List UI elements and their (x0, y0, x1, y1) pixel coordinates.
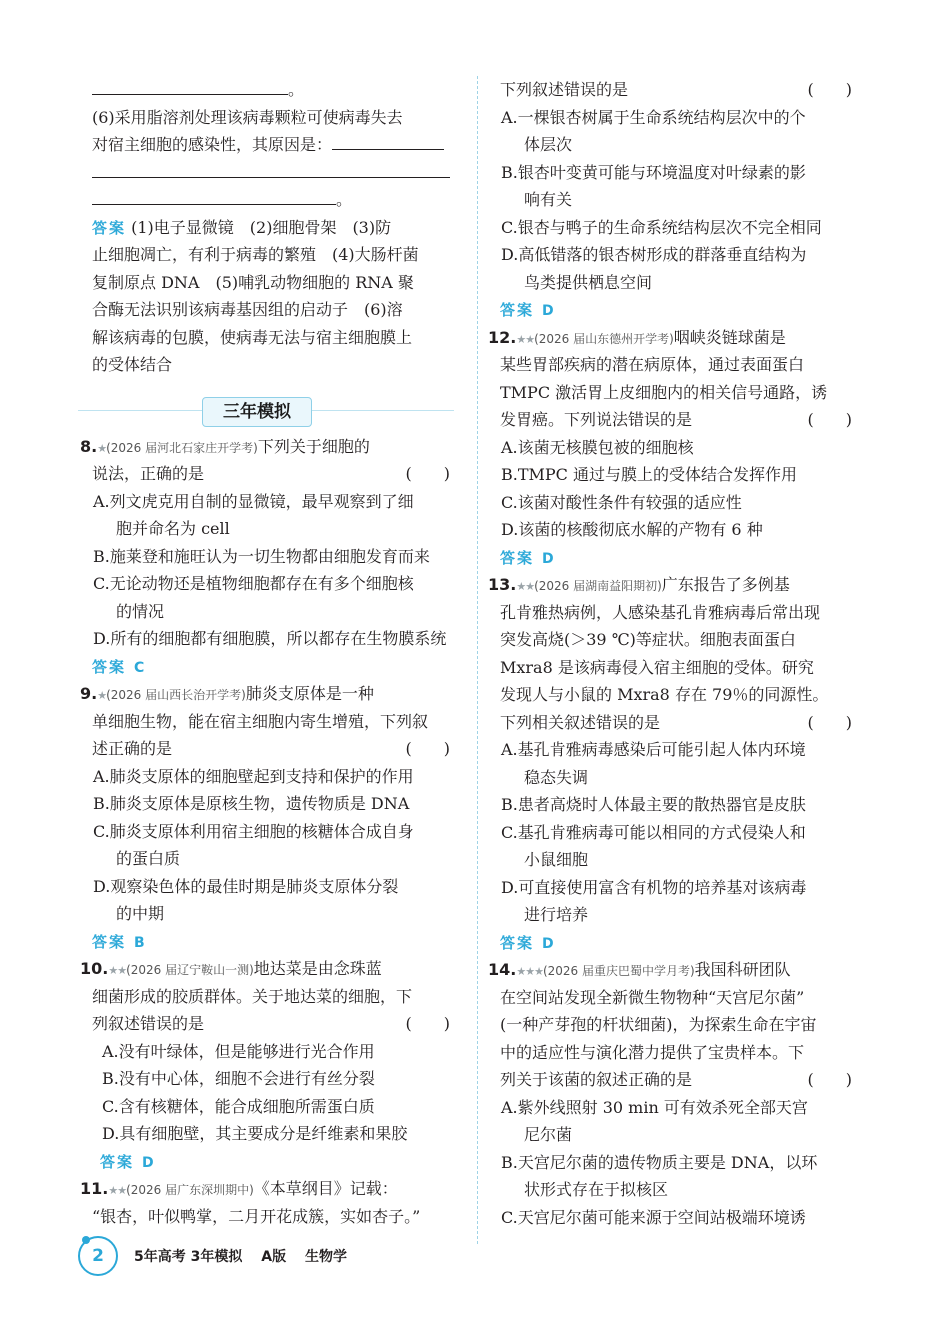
answer-label: 答案 (500, 548, 535, 567)
difficulty-star-icon: ★★ (108, 1184, 127, 1197)
question-source: (2026 届辽宁鞍山一测) (126, 963, 254, 977)
q7-text-line: 对宿主细胞的感染性，其原因是： (92, 131, 454, 159)
option-c: C.银杏与鸭子的生命系统结构层次不完全相同 (501, 217, 822, 237)
question-12-stem: 12.★★(2026 届山东德州开学考)咽峡炎链球菌是 (488, 327, 786, 347)
question-14-stem: 中的适应性与演化潜力提供了宝贵样本。下 (500, 1042, 805, 1062)
difficulty-star-icon: ★★ (108, 964, 127, 977)
footer-book-info (134, 1246, 361, 1266)
difficulty-star-icon: ★★★ (516, 965, 543, 978)
difficulty-star-icon: ★ (97, 689, 107, 702)
answer-paren: ( ) (807, 80, 852, 99)
option-c-cont: 的蛋白质 (116, 849, 181, 868)
option-d: D.观察染色体的最佳时期是肺炎支原体分裂 (93, 876, 399, 896)
question-number: 11. (80, 1179, 109, 1198)
question-9-stem: 单细胞生物，能在宿主细胞内寄生增殖，下列叙 (92, 711, 429, 731)
question-11-answer (500, 296, 856, 324)
question-source: (2026 届山西长治开学考) (106, 688, 246, 702)
q7-blank-line-2 (92, 159, 454, 187)
answer-value: D (542, 550, 554, 567)
answer-value: C (134, 659, 145, 676)
option-b: B.患者高烧时人体最主要的散热器官是皮肤 (501, 795, 806, 814)
answer-paren: ( ) (807, 1070, 852, 1089)
question-number: 14. (488, 960, 517, 979)
question-source: (2026 届湖南益阳期初) (534, 579, 662, 593)
option-b-cont: 响有关 (524, 190, 573, 209)
answer-value: B (134, 934, 145, 951)
answer-paren: ( ) (405, 739, 450, 758)
question-source: (2026 届河北石家庄开学考) (106, 440, 258, 455)
option-a-cont: 尼尔菌 (524, 1125, 573, 1144)
question-8-stem: 8.★(2026 届河北石家庄开学考)下列关于细胞的 (80, 436, 370, 456)
column-divider (477, 76, 478, 1244)
question-12-stem: 某些胃部疾病的潜在病原体，通过表面蛋白 (500, 355, 805, 374)
question-13-answer (500, 929, 856, 957)
question-10-stem: 10.★★(2026 届辽宁鞍山一测)地达菜是由念珠蓝 (80, 959, 382, 978)
question-number: 13. (488, 575, 517, 594)
question-13-stem: 下列相关叙述错误的是 ( ) (500, 709, 856, 737)
option-c: C.基孔肯雅病毒可能以相同的方式侵染人和 (501, 822, 806, 842)
option-b: B.银杏叶变黄可能与环境温度对叶绿素的影 (501, 162, 806, 182)
answer-value: D (142, 1154, 154, 1171)
option-c-cont: 的情况 (116, 601, 165, 621)
question-9-answer (92, 928, 454, 956)
option-b: B.施莱登和施旺认为一切生物都由细胞发育而来 (93, 546, 430, 566)
difficulty-star-icon: ★★ (516, 332, 535, 346)
option-c: C.肺炎支原体利用宿主细胞的核糖体合成自身 (93, 821, 414, 841)
question-number: 9. (80, 684, 98, 703)
answer-label: 答案 (100, 1152, 135, 1171)
q7-answer-line: 合酶无法识别该病毒基因组的启动子 (6)溶 (92, 300, 403, 319)
question-10-stem: 细菌形成的胶质群体。关于地达菜的细胞，下 (92, 986, 413, 1006)
question-11-stem: 下列叙述错误的是 ( ) (500, 76, 856, 104)
option-c: C.含有核糖体，能合成细胞所需蛋白质 (102, 1096, 375, 1116)
subject-label: 生物学 (304, 1249, 347, 1265)
question-10-stem: 列叙述错误的是 ( ) (92, 1010, 454, 1038)
option-a-cont: 体层次 (524, 135, 573, 154)
option-c: C.无论动物还是植物细胞都存在有多个细胞核 (93, 574, 414, 593)
question-10-answer (92, 1148, 454, 1176)
answer-blank (92, 76, 288, 95)
question-number: 12. (488, 327, 517, 347)
option-b: B.肺炎支原体是原核生物，遗传物质是 DNA (93, 794, 410, 813)
option-c: C.天宫尼尔菌可能来源于空间站极端环境诱 (501, 1207, 806, 1227)
q7-answer-line: 的受体结合 (92, 355, 173, 374)
question-14-stem: (一种产芽孢的杆状细菌)，为探索生命在宇宙 (500, 1015, 817, 1034)
q7-text-line: (6)采用脂溶剂处理该病毒颗粒可使病毒失去 (92, 107, 403, 127)
difficulty-star-icon: ★ (97, 441, 107, 455)
option-d: D.可直接使用富含有机物的培养基对该病毒 (501, 877, 807, 897)
question-13-stem: 突发高烧(＞39 ℃)等症状。细胞表面蛋白 (500, 630, 796, 649)
question-13-stem: 发现人与小鼠的 Mxra8 存在 79％的同源性。 (500, 685, 829, 704)
option-a: A.紫外线照射 30 min 可有效杀死全部天宫 (501, 1097, 808, 1117)
answer-blank (92, 186, 336, 205)
option-a: A.一棵银杏树属于生命系统结构层次中的个 (501, 107, 806, 127)
answer-value: D (542, 303, 554, 319)
q7-answer-line: 复制原点 DNA (5)哺乳动物细胞的 RNA 聚 (92, 272, 414, 292)
option-a: A.肺炎支原体的细胞壁起到支持和保护的作用 (93, 766, 414, 786)
question-13-stem: 13.★★(2026 届湖南益阳期初)广东报告了多例基 (488, 575, 790, 594)
page-number: 2 (78, 1236, 118, 1276)
section-header (78, 387, 454, 431)
option-a-cont: 稳态失调 (524, 767, 589, 787)
q7-answer: 答案 (1)电子显微镜 (2)细胞骨架 (3)防 (92, 217, 392, 237)
option-d-cont: 进行培养 (524, 905, 589, 924)
option-c: C.该菌对酸性条件有较强的适应性 (501, 492, 742, 512)
difficulty-star-icon: ★★ (516, 580, 535, 593)
answer-blank (92, 159, 450, 178)
option-a: A.基孔肯雅病毒感染后可能引起人体内环境 (501, 740, 806, 759)
question-9-stem: 9.★(2026 届山西长治开学考)肺炎支原体是一种 (80, 684, 374, 703)
answer-paren: ( ) (807, 712, 852, 732)
question-source: (2026 届广东深圳期中) (126, 1183, 254, 1197)
option-b-cont: 状形式存在于拟核区 (524, 1180, 669, 1199)
answer-label: 答案 (92, 932, 127, 951)
option-d: D.该菌的核酸彻底水解的产物有 6 种 (501, 520, 763, 539)
q7-answer-line: 解该病毒的包膜，使病毒无法与宿主细胞膜上 (92, 327, 413, 347)
q7-blank-line-1: 。 (92, 76, 454, 104)
question-source: (2026 届重庆巴蜀中学月考) (542, 964, 695, 978)
question-number: 8. (80, 436, 98, 456)
question-13-stem: 孔肯雅热病例，人感染基孔肯雅病毒后常出现 (500, 602, 821, 622)
question-12-stem: TMPC 激活胃上皮细胞内的相关信号通路，诱 (500, 382, 828, 402)
answer-paren: ( ) (405, 464, 450, 483)
option-b: B.TMPC 通过与膜上的受体结合发挥作用 (501, 465, 797, 484)
option-c-cont: 小鼠细胞 (524, 850, 589, 869)
page-footer (78, 1236, 578, 1278)
option-a: A.没有叶绿体，但是能够进行光合作用 (102, 1041, 375, 1061)
question-11-stem: 11.★★(2026 届广东深圳期中)《本草纲目》记载： (80, 1179, 398, 1198)
question-14-stem: 14.★★★(2026 届重庆巴蜀中学月考)我国科研团队 (488, 960, 791, 979)
question-number: 10. (80, 959, 109, 978)
answer-paren: ( ) (807, 410, 852, 429)
section-title: 三年模拟 (202, 397, 312, 427)
question-source: (2026 届山东德州开学考) (534, 331, 674, 346)
option-b: B.没有中心体，细胞不会进行有丝分裂 (102, 1069, 375, 1088)
answer-label: 答案 (500, 933, 535, 952)
question-13-stem: Mxra8 是该病毒侵入宿主细胞的受体。研究 (500, 657, 814, 677)
answer-paren: ( ) (405, 1014, 450, 1033)
option-b: B.天宫尼尔菌的遗传物质主要是 DNA，以环 (501, 1152, 818, 1172)
edition-label: A版 (261, 1249, 287, 1265)
option-d-cont: 的中期 (116, 904, 165, 923)
question-9-stem: 述正确的是 ( ) (92, 735, 454, 763)
question-14-stem: 列关于该菌的叙述正确的是 ( ) (500, 1066, 856, 1094)
answer-blank (332, 131, 444, 150)
answer-label: 答案 (500, 301, 535, 319)
left-column (80, 76, 454, 1230)
option-a: A.该菌无核膜包被的细胞核 (501, 437, 694, 457)
option-d: D.高低错落的银杏树形成的群落垂直结构为 (501, 245, 807, 264)
answer-value: D (542, 935, 554, 952)
question-11-stem: “银杏，叶似鸭掌，二月开花成簇，实如杏子。” (92, 1206, 421, 1226)
q7-answer-line: 止细胞凋亡，有利于病毒的繁殖 (4)大肠杆菌 (92, 245, 419, 264)
answer-label: 答案 (92, 218, 127, 237)
book-title: 5年高考 3年模拟 (134, 1249, 243, 1265)
option-d-cont: 鸟类提供栖息空间 (524, 272, 653, 292)
question-8-stem: 说法，正确的是 ( ) (92, 460, 454, 488)
question-8-answer (92, 653, 454, 681)
option-a-cont: 胞并命名为 cell (116, 519, 230, 538)
answer-label: 答案 (92, 657, 127, 676)
q7-blank-line-3: 。 (92, 186, 454, 214)
right-column (488, 76, 856, 1231)
question-14-stem: 在空间站发现全新微生物物种“天宫尼尔菌” (500, 987, 805, 1007)
option-d: D.具有细胞壁，其主要成分是纤维素和果胶 (102, 1124, 408, 1143)
question-12-stem: 发胃癌。下列说法错误的是 ( ) (500, 406, 856, 434)
question-12-answer (500, 544, 856, 572)
page-number-dot-icon (82, 1236, 90, 1244)
option-a: A.列文虎克用自制的显微镜，最早观察到了细 (93, 491, 414, 511)
option-d: D.所有的细胞都有细胞膜，所以都存在生物膜系统 (93, 629, 447, 648)
